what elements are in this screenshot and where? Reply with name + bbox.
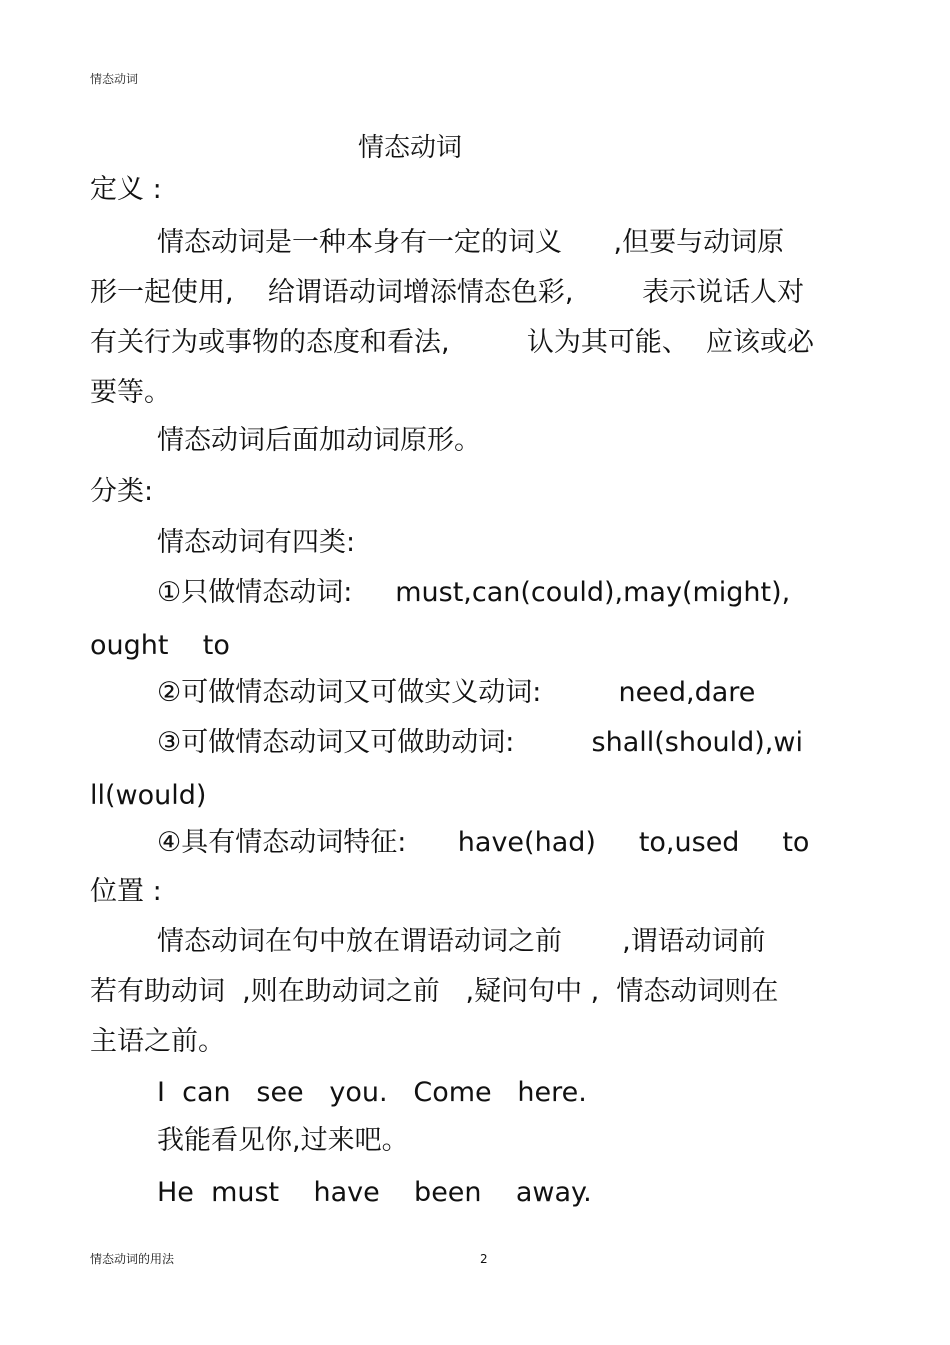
paragraph-line: 情态动词在句中放在谓语动词之前 ,谓语动词前 [157,926,766,957]
section-heading-classification: 分类: [90,476,154,507]
paragraph-line: 形一起使用, 给谓语动词增添情态色彩, 表示说话人对 [90,277,805,308]
list-item: ④具有情态动词特征: have(had) to,used to [157,827,810,858]
list-item: ②可做情态动词又可做实义动词: need,dare [157,677,756,708]
paragraph-line: 要等。 [90,377,171,408]
example-sentence: I can see you. Come here. [157,1077,587,1108]
list-item-continuation: ll(would) [90,780,207,811]
paragraph-line: 情态动词是一种本身有一定的词义 ,但要与动词原 [157,227,785,258]
paragraph-line: 情态动词后面加动词原形。 [157,425,481,456]
section-heading-position: 位置 : [90,876,162,907]
list-item: ①只做情态动词: must,can(could),may(might), [157,577,791,608]
list-item-continuation: ought to [90,630,230,661]
example-translation: 我能看见你,过来吧。 [157,1125,409,1156]
paragraph-line: 有关行为或事物的态度和看法, 认为其可能、 应该或必 [90,327,814,358]
page-number: 2 [480,1252,488,1266]
footer-title: 情态动词的用法 [90,1252,175,1266]
paragraph-line: 若有助动词 ,则在助动词之前 ,疑问句中 , 情态动词则在 [90,976,779,1007]
section-heading-definition: 定义 : [90,174,162,205]
list-item: ③可做情态动词又可做助动词: shall(should),wi [157,727,803,758]
page-title: 情态动词 [358,133,463,163]
running-header: 情态动词 [90,72,139,86]
paragraph-line: 主语之前。 [90,1026,225,1057]
paragraph-line: 情态动词有四类: [157,527,356,558]
example-sentence: He must have been away. [157,1177,592,1208]
